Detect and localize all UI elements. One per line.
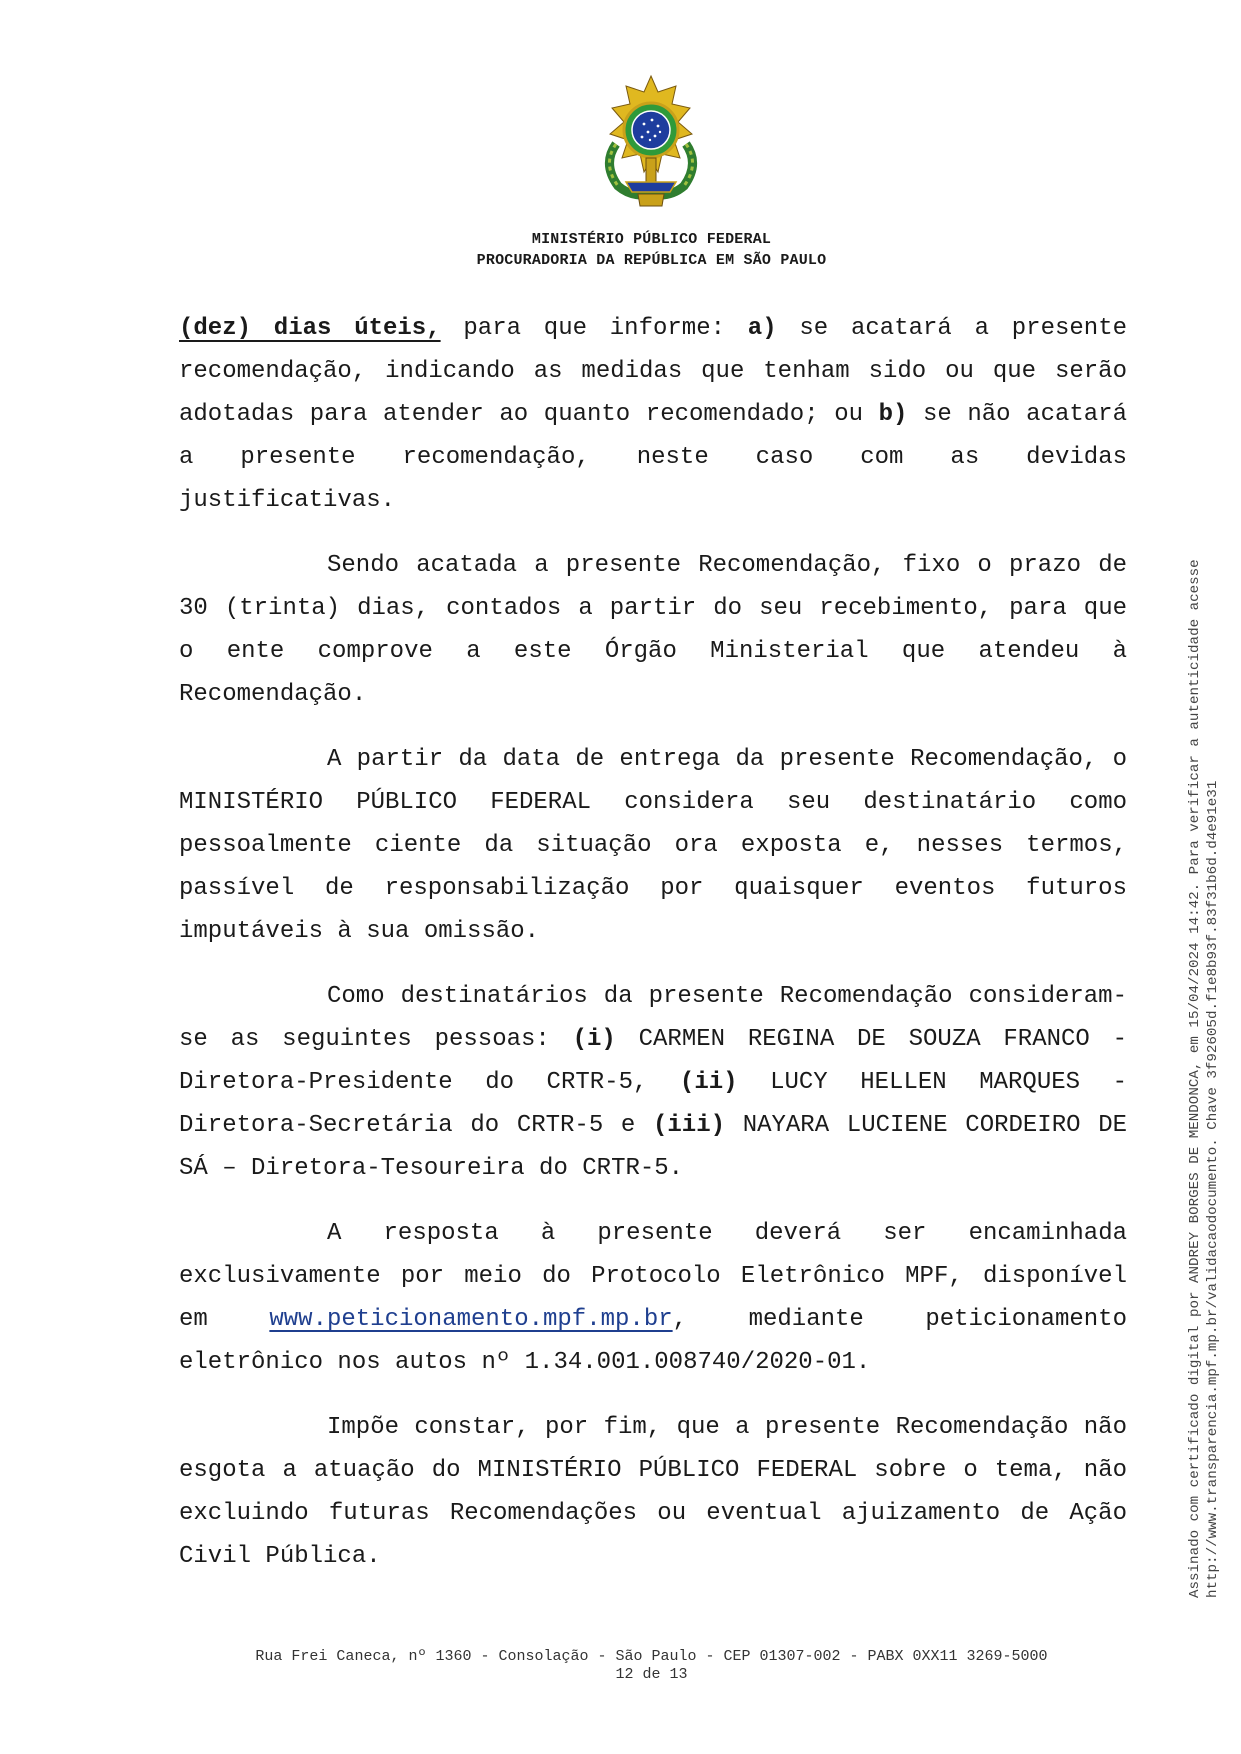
header-ministry: MINISTÉRIO PÚBLICO FEDERAL bbox=[531, 231, 772, 248]
signature-line: Assinado com certificado digital por ANDREY BORGES DE MENDONCA, em 15/04/2024 14:42. Para verificar a autenticidade acesse bbox=[1187, 559, 1203, 1598]
paragraph-deadline: (dez) dias úteis, para que informe: a) se acatará a presente recomendação, indicando as medidas que tenham sido ou que serão adotadas para atender ao quanto recomendado; ou b) se não acatará a presente recomendação, neste caso com as devidas justificativas. bbox=[179, 315, 1127, 514]
paragraph-recipients: Como destinatários da presente Recomendação consideram-se as seguintes pessoas: (i) CARMEN REGINA DE SOUZA FRANCO - Diretora-Presidente do CRTR-5, (ii) LUCY HELLEN MARQUES - Diretora-Secretária do CRTR-5 e (iii) NAYARA LUCIENE CORDEIRO DE SÁ – Diretora-Tesoureira do CRTR-5. bbox=[179, 983, 1128, 1182]
page-number: 12 de 13 bbox=[615, 1666, 688, 1683]
peticionamento-link[interactable]: www.peticionamento.mpf.mp.br bbox=[269, 1306, 673, 1333]
paragraph-acceptance: Sendo acatada a presente Recomendação, fixo o prazo de 30 (trinta) dias, contados a partir do seu recebimento, para que o ente comprove a este Órgão Ministerial que atendeu à Recomendação. bbox=[179, 552, 1127, 708]
verification-line: http://www.transparencia.mpf.mp.br/validacaodocumento. Chave 3f92605d.f1e8b93f.83f31b6d.d4e91e31 bbox=[1205, 780, 1221, 1598]
document-footer bbox=[0, 1648, 1241, 1684]
brazil-coat-of-arms-icon bbox=[592, 74, 710, 208]
footer-address: Rua Frei Caneca, nº 1360 - Consolação - São Paulo - CEP 01307-002 - PABX 0XX11 3269-5000 bbox=[255, 1648, 1048, 1665]
paragraph-response: A resposta à presente deverá ser encaminhada exclusivamente por meio do Protocolo Eletrônico MPF, disponível em www.peticionamento.mpf.mp.br, mediante peticionamento eletrônico nos autos nº 1.34.001.008740/2020-01. bbox=[179, 1220, 1127, 1376]
document-body bbox=[179, 307, 1127, 1600]
document-header bbox=[0, 229, 1241, 271]
header-procuradoria: PROCURADORIA DA REPÚBLICA EM SÃO PAULO bbox=[476, 252, 827, 269]
paragraph-responsibility: A partir da data de entrega da presente Recomendação, o MINISTÉRIO PÚBLICO FEDERAL considera seu destinatário como pessoalmente ciente da situação ora exposta e, nesses termos, passível de responsabilização por quaisquer eventos futuros imputáveis à sua omissão. bbox=[179, 746, 1127, 945]
deadline-term: (dez) dias úteis, bbox=[179, 315, 441, 342]
paragraph-closing: Impõe constar, por fim, que a presente Recomendação não esgota a atuação do MINISTÉRIO PÚBLICO FEDERAL sobre o tema, não excluindo futuras Recomendações ou eventual ajuizamento de Ação Civil Pública. bbox=[179, 1414, 1127, 1570]
